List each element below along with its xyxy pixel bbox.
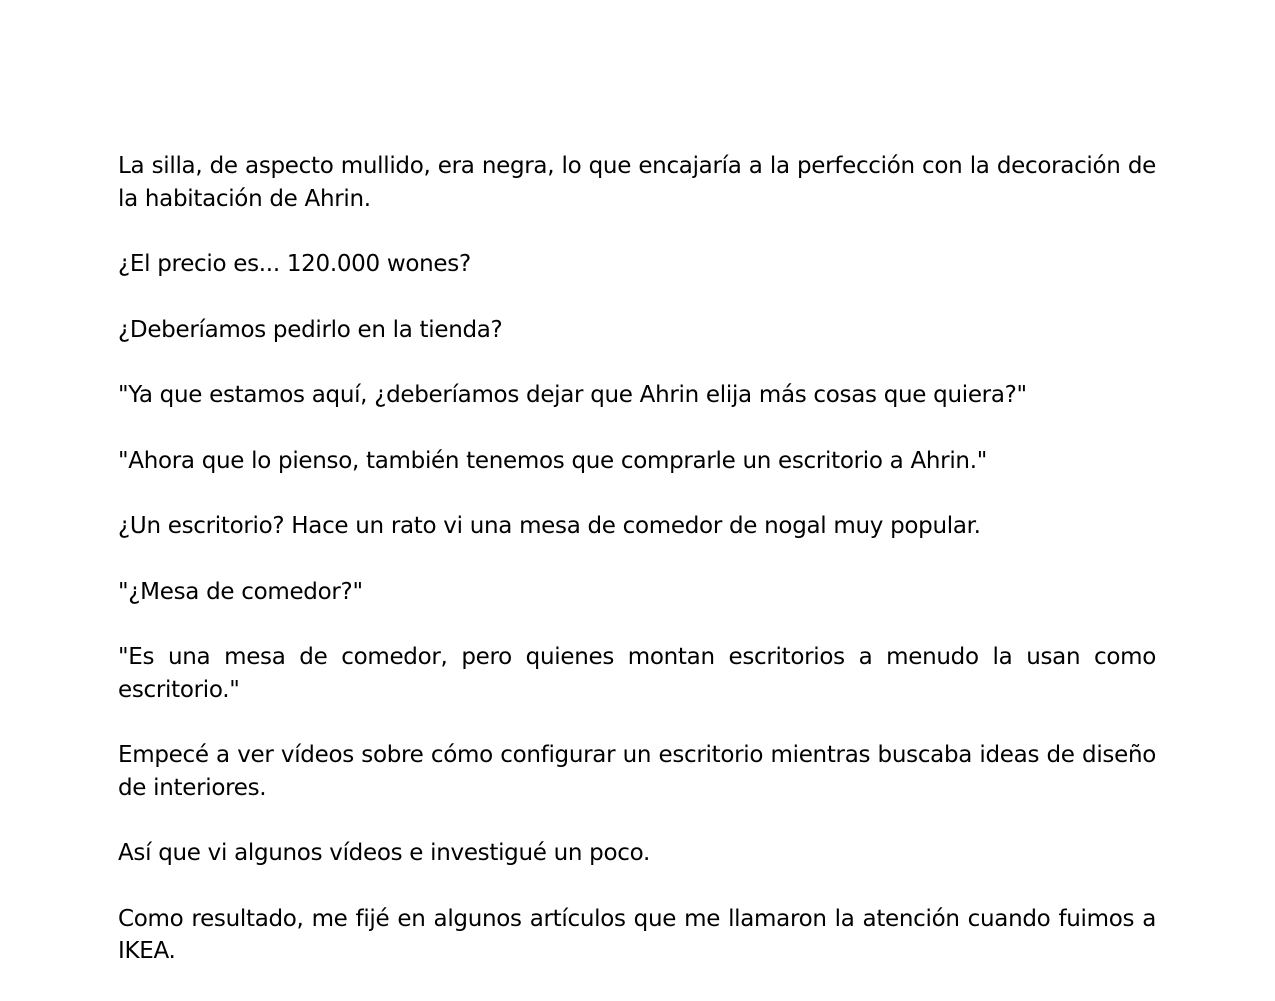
- paragraph: ¿Deberíamos pedirlo en la tienda?: [118, 316, 503, 343]
- paragraph: La silla, de aspecto mullido, era negra, lo que encajaría a la perfección con la decoración de la habitación de Ahrin.: [118, 153, 1156, 212]
- paragraph: ¿Un escritorio? Hace un rato vi una mesa de comedor de nogal muy popular.: [118, 513, 981, 539]
- paragraph: Empecé a ver vídeos sobre cómo configurar un escritorio mientras buscaba ideas de diseño de interiores.: [118, 742, 1156, 801]
- paragraph: "Ahora que lo pienso, también tenemos que comprarle un escritorio a Ahrin.": [118, 447, 987, 474]
- paragraph: "Ya que estamos aquí, ¿deberíamos dejar que Ahrin elija más cosas que quiera?": [118, 382, 1027, 408]
- paragraph: Como resultado, me fijé en algunos artículos que me llamaron la atención cuando fuimos a IKEA.: [118, 905, 1156, 964]
- paragraph: ¿El precio es... 120.000 wones?: [118, 251, 471, 277]
- document-body: [118, 150, 1156, 1001]
- paragraph: "Es una mesa de comedor, pero quienes montan escritorios a menudo la usan como escritorio.": [118, 644, 1156, 703]
- paragraph: Así que vi algunos vídeos e investigué un poco.: [118, 840, 650, 866]
- paragraph: "¿Mesa de comedor?": [118, 578, 363, 605]
